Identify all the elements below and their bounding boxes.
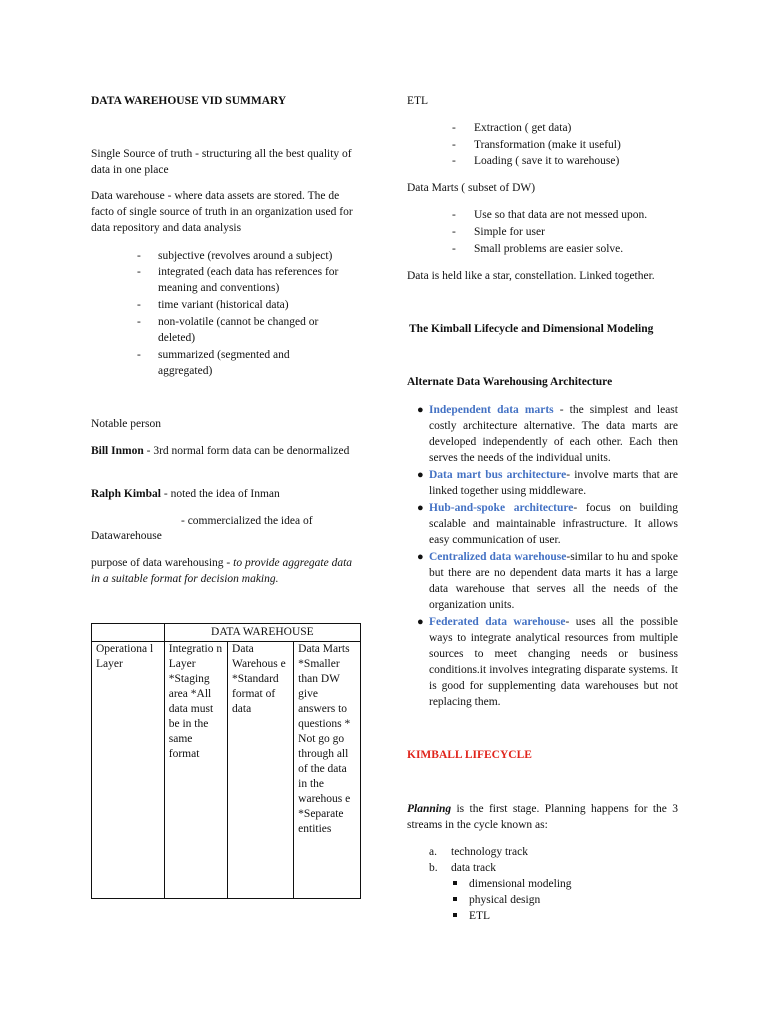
- dash-marker: -: [452, 243, 456, 255]
- inmon-name: Bill Inmon: [91, 445, 144, 457]
- dash-marker: -: [452, 139, 456, 151]
- arch-item: [429, 402, 678, 466]
- square-bullet-icon: [453, 881, 457, 885]
- arch-item: [429, 614, 678, 710]
- kimbal-commercialized: - commercialized the idea of: [181, 515, 313, 527]
- square-bullet-icon: [453, 913, 457, 917]
- arch-text: - focus on building scalable and maintainable infrastructure. It allows easy communication of user.: [429, 502, 678, 546]
- arch-item: [429, 549, 678, 613]
- square-bullet-icon: [453, 897, 457, 901]
- etl-item: Extraction ( get data): [474, 122, 572, 134]
- arch-item: [429, 500, 678, 548]
- property-item: summarized (segmented and aggregated): [158, 349, 290, 377]
- kimball-lifecycle-heading: KIMBALL LIFECYCLE: [407, 749, 532, 761]
- single-source-paragraph: Single Source of truth - structuring all the best quality of data in one place: [91, 148, 352, 176]
- marts-item: Simple for user: [474, 226, 545, 238]
- planning-term: Planning: [407, 803, 452, 815]
- bullet-icon: ●: [417, 404, 424, 416]
- track-item: technology track: [451, 846, 528, 858]
- notable-heading: Notable person: [91, 418, 161, 430]
- track-marker: a.: [429, 846, 437, 858]
- inmon-text: - 3rd normal form data can be denormalized: [143, 445, 350, 457]
- dash-marker: -: [137, 299, 141, 311]
- property-item: integrated (each data has references for meaning and conventions): [158, 266, 339, 294]
- inmon-paragraph: [91, 443, 361, 459]
- data-warehouse-definition: Data warehouse - where data assets are stored. The de facto of single source of truth in an organization used for data repository and data analysis: [91, 190, 353, 234]
- kimbal-paragraph: [91, 486, 361, 502]
- planning-paragraph: [407, 801, 678, 833]
- dash-marker: -: [452, 122, 456, 134]
- table-cell: Integratio n Layer *Staging area *All data must be in the same format: [164, 642, 227, 899]
- data-warehouse-table: [91, 623, 361, 899]
- star-paragraph: Data is held like a star, constellation. Linked together.: [407, 270, 655, 282]
- kimbal-text: - noted the idea of Inman: [160, 488, 280, 500]
- arch-term: Federated data warehouse: [429, 616, 566, 628]
- kimbal-datawarehouse: Datawarehouse: [91, 530, 162, 542]
- etl-item: Loading ( save it to warehouse): [474, 155, 620, 167]
- arch-text: -similar to hu and spoke but there are no dependent data marts it has a large data warehouse that serves all the needs of the organization units.: [429, 551, 678, 611]
- kimbal-name: Ralph Kimbal: [91, 488, 161, 500]
- property-item: subjective (revolves around a subject): [158, 250, 333, 262]
- dash-marker: -: [137, 266, 141, 278]
- property-item: non-volatile (cannot be changed or deleted): [158, 316, 319, 344]
- track-item: data track: [451, 862, 497, 874]
- arch-item: [429, 467, 678, 499]
- purpose-paragraph: [91, 555, 361, 587]
- arch-term: Independent data marts: [429, 404, 554, 416]
- arch-text: - uses all the possible ways to integrate analytical resources from multiple sources to meet changing needs or business conditions.it involves integrating disparate systems. It is good for supplementing data warehouses but not replacing them.: [429, 616, 679, 708]
- dash-marker: -: [137, 250, 141, 262]
- dash-marker: -: [452, 226, 456, 238]
- property-item: time variant (historical data): [158, 299, 289, 311]
- etl-item: Transformation (make it useful): [474, 139, 621, 151]
- purpose-lead: purpose of data warehousing -: [91, 557, 234, 569]
- dash-marker: -: [137, 316, 141, 328]
- table-cell: Operationa l Layer: [92, 642, 165, 899]
- bullet-icon: ●: [417, 502, 424, 514]
- etl-heading: ETL: [407, 95, 429, 107]
- marts-item: Small problems are easier solve.: [474, 243, 624, 255]
- purpose-italic: to provide aggregate data in a suitable format for decision making.: [91, 557, 353, 585]
- data-track-item: ETL: [469, 910, 491, 922]
- document-title: DATA WAREHOUSE VID SUMMARY: [91, 95, 287, 107]
- dash-marker: -: [137, 349, 141, 361]
- marts-item: Use so that data are not messed upon.: [474, 209, 648, 221]
- arch-term: Data mart bus architecture: [429, 469, 567, 481]
- data-track-item: dimensional modeling: [469, 878, 572, 890]
- track-marker: b.: [429, 862, 438, 874]
- alt-architecture-heading: Alternate Data Warehousing Architecture: [407, 376, 613, 388]
- table-cell: Data Marts *Smaller than DW give answers to questions * Not go go through all of the data in the warehous e *Separate entities: [294, 642, 361, 899]
- bullet-icon: ●: [417, 616, 424, 628]
- data-marts-heading: Data Marts ( subset of DW): [407, 182, 536, 194]
- arch-term: Hub-and-spoke architecture: [429, 502, 574, 514]
- dash-marker: -: [452, 155, 456, 167]
- table-header: DATA WAREHOUSE: [164, 624, 360, 642]
- bullet-icon: ●: [417, 551, 424, 563]
- data-track-item: physical design: [469, 894, 541, 906]
- planning-text: is the first stage. Planning happens for the 3 streams in the cycle known as:: [407, 803, 678, 831]
- bullet-icon: ●: [417, 469, 424, 481]
- arch-text: - involve marts that are linked together using middleware.: [429, 469, 678, 497]
- table-cell: Data Warehous e *Standard format of data: [228, 642, 294, 899]
- dash-marker: -: [452, 209, 456, 221]
- kimball-heading: The Kimball Lifecycle and Dimensional Modeling: [409, 323, 654, 335]
- arch-term: Centralized data warehouse: [429, 551, 567, 563]
- arch-text: - the simplest and least costly architecture alternative. The data marts are developed independently of each other. Each then serves the needs of the individual units.: [429, 404, 678, 464]
